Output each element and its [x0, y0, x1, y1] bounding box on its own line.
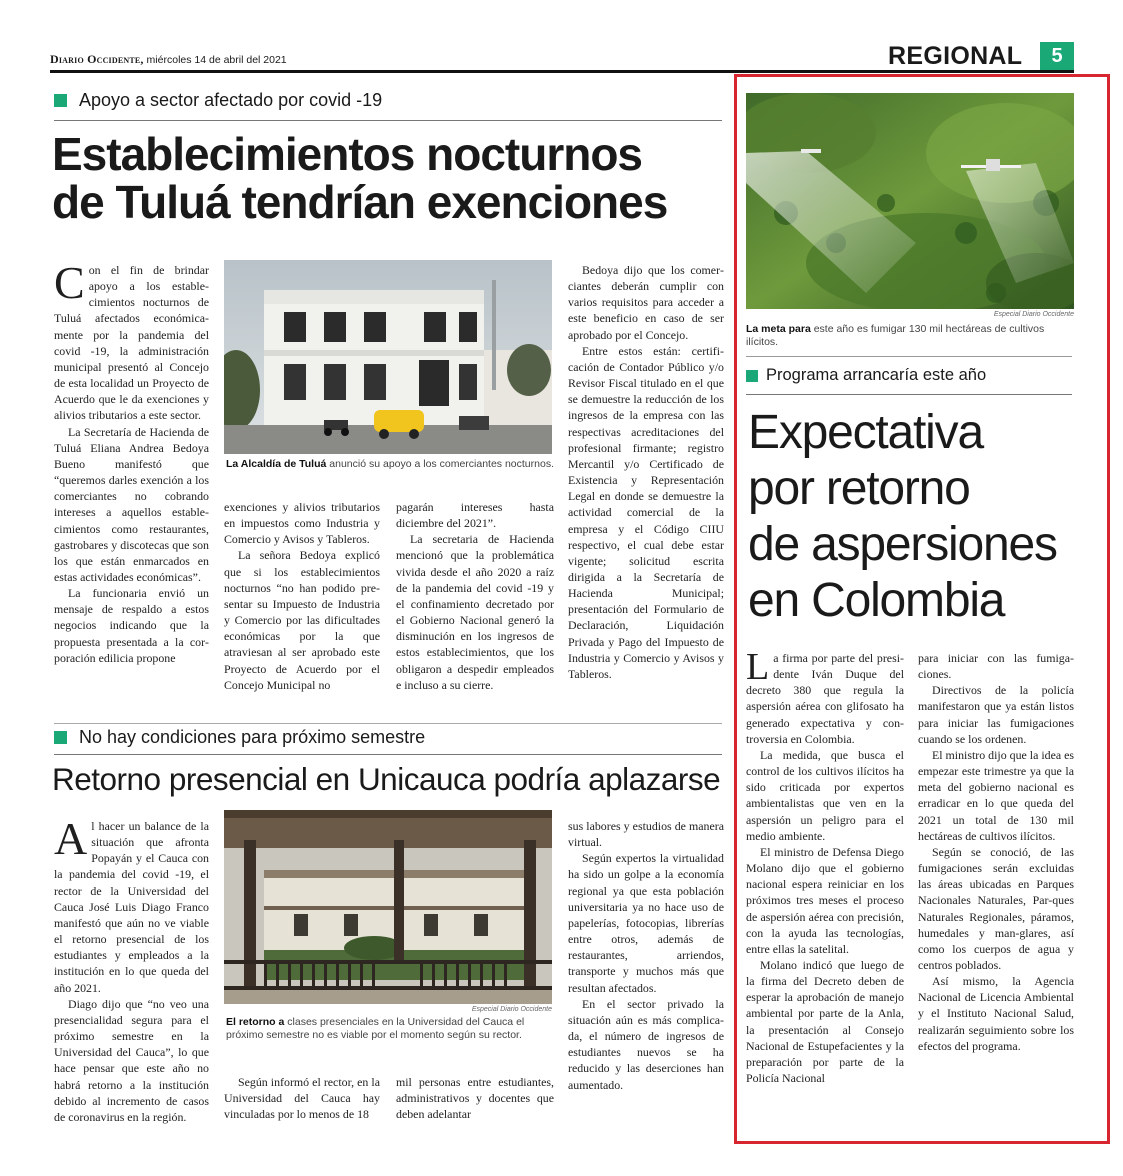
article3-col2-p1: para iniciar con las fumigaciones.	[918, 651, 1074, 682]
kicker-rule	[54, 120, 722, 121]
article3-column-1	[746, 646, 904, 1086]
article3-kicker-text: Programa arrancaría este año	[766, 366, 987, 384]
article2-col4-p2: Según expertos la virtualidad ha sido un golpe a la economía regional ya que esta población universitaria ya no hace uso de papelerías, fotocopias, librerías entre otros, además de restaurantes, arriendos, transporte y muchos más que resultan afectados.	[568, 851, 724, 995]
article1-col3-p2: La secretaria de Hacienda mencionó que la problemática vivida desde el año 2020 a raíz de la pandemia del covid -19 y el confinamiento decretado por el Gobierno Nacional generó la disminución en los ingresos de estos establecimientos, que los obligaron a despedir empleados e incluso a su cierre.	[396, 532, 554, 692]
article3-headline-line1: Expectativa	[748, 406, 983, 459]
article1-column-1	[54, 257, 209, 666]
newspaper-name: Diario Occidente,	[50, 52, 144, 66]
article3-caption-text: este año es fumigar 130 mil hectáreas de cultivos ilícitos.	[746, 323, 1045, 348]
article1-headline	[52, 130, 732, 227]
article1-col1-p1	[54, 257, 209, 424]
article3-caption	[746, 323, 1076, 349]
article3-headline-line4: en Colombia	[748, 574, 1005, 627]
dropcap: L	[746, 646, 770, 688]
kicker-square-icon	[746, 370, 758, 382]
article1-col3-p1: pagarán intereses hasta diciembre del 2021”.	[396, 500, 554, 531]
article2-col1-p1	[54, 813, 209, 996]
caption-rule	[746, 356, 1072, 357]
article2-kicker	[54, 727, 724, 748]
article1-kicker-text: Apoyo a sector afectado por covid -19	[79, 90, 383, 110]
kicker-rule	[54, 754, 722, 755]
paragraph-text: on el fin de brindar apoyo a los establecimientos nocturnos de Tuluá afectados económicamente por la pandemia del covid -19, la administración municipal presentó al Concejo de esta localidad un Proyecto de Acuerdo que le da exenciones y alivios tributarios a este sector.	[54, 263, 209, 423]
courtyard-photo	[224, 810, 552, 1004]
article3-col1-p2: La medida, que busca el control de los cultivos ilícitos ha sido criticada por expertos ambientalistas que ven en la aspersión un peligro para el medio ambiente.	[746, 747, 904, 843]
article3-headline	[748, 405, 1078, 629]
article3-col2-p4: Según se conoció, de las fumigaciones serán excluidas las áreas ubicadas en Parques Nacionales Naturales, Par-ques Naturales Regionales, páramos, humedales y man-glares, así como los cuerpos de agua y centros poblados.	[918, 844, 1074, 972]
dropcap: C	[54, 257, 85, 308]
paragraph-text: l hacer un balance de la situación que afronta Popayán y el Cauca con la pandemia del covid -19, el rector de la Universidad del Cauca José Luis Diago Franco manifestó que aún no ve viable el retorno presencial de los estudiantes y empleados a la institución en lo que queda del año 2021.	[54, 819, 209, 995]
article2-caption-bold: El retorno a	[226, 1016, 285, 1028]
article3-col2-p3: El ministro dijo que la idea es empezar este trimestre ya que la meta del gobierno nacional es erradicar en lo que queda del 2021 un total de 130 mil hectáreas de cultivos ilícitos.	[918, 747, 1074, 843]
article2-kicker-text: No hay condiciones para próximo semestre	[79, 727, 426, 747]
kicker-rule	[746, 394, 1072, 395]
article3-column-2	[918, 650, 1074, 1054]
header-rule	[50, 70, 1074, 73]
article2-col3-p1: mil personas entre estudiantes, administrativos y docentes que deben adelantar	[396, 1075, 554, 1122]
article1-column-4	[568, 262, 724, 682]
article2-col2-p1: Según informó el rector, en la Universidad del Cauca hay vinculadas por lo menos de 18	[224, 1075, 380, 1122]
article3-photo-credit: Especial Diario Occidente	[993, 311, 1074, 318]
article1-caption	[226, 458, 556, 471]
masthead	[50, 52, 287, 67]
article3-kicker	[746, 366, 1076, 385]
article1-caption-bold: La Alcaldía de Tuluá	[226, 458, 327, 470]
article1-col4-p1: Bedoya dijo que los comerciantes deberán cumplir con varios requisitos para acceder a este beneficio en caso de ser aprobado por el Concejo.	[568, 263, 724, 342]
article2-headline: Retorno presencial en Unicauca podría aplazarse	[52, 761, 721, 797]
article2-col4-p3: En el sector privado la situación aún es más complicada, el número de ingresos de estudiantes nuevos se ha reducido y las deserciones han aumentado.	[568, 996, 724, 1092]
article3-caption-bold: La meta para	[746, 323, 811, 335]
article2-caption	[226, 1016, 556, 1042]
article1-kicker	[54, 90, 724, 111]
building-photo	[224, 260, 552, 454]
article-separator-rule	[54, 723, 722, 724]
article1-caption-text: anunció su apoyo a los comerciantes nocturnos.	[326, 458, 554, 470]
article1-col4-p2: Entre estos están: certificación de Contador Público y/o Revisor Fiscal titulado en el que se demuestre la reducción de los ingresos de la empresa con las respectivas acreditaciones del profesional firmante; registro Mercantil y/o Certificado de Existencia y Representación Legal en donde se demuestre la actividad comercial de la empresa y el Código CIIU respectivo, el cual debe estar vigente; solicitud escrita dirigida a la Secretaría de Hacienda Municipal; presentación del Formulario de Declaración, Liquidación Privada y Pago del Impuesto de Industria y Comercio y Avisos y Tableros.	[568, 343, 724, 681]
article1-column-3	[396, 499, 554, 693]
page-number: 5	[1040, 42, 1074, 70]
article3-col1-p4: Molano indicó que luego de la firma del Decreto deben de esperar la aprobación de manejo ambiental por parte de la Anla, la presentación al Consejo Nacional de Estupefacientes y la preparación por parte de la Policía Nacional	[746, 957, 904, 1086]
article2-photo-credit: Especial Diario Occidente	[471, 1006, 552, 1013]
article1-col1-p3: La funcionaria envió un mensaje de respaldo a estos negocios indicando que la propuesta presentada a la corporación edilicia propone	[54, 586, 209, 665]
paragraph-text: a firma por parte del presidente Iván Duque del decreto 380 que regula la aspersión aérea con glifosato ha generado expectativa y controversia en Colombia.	[746, 651, 904, 746]
courtyard-photo-icon	[224, 810, 552, 1004]
issue-date: miércoles 14 de abril del 2021	[143, 54, 287, 66]
article1-column-2	[224, 499, 380, 693]
kicker-square-icon	[54, 731, 67, 744]
building-photo-icon	[224, 260, 552, 454]
article1-col2-p1: exenciones y alivios tributarios en impuestos como Industria y Comercio y Avisos y Tableros.	[224, 500, 380, 547]
article3-col1-p3: El ministro de Defensa Diego Molano dijo que el gobierno nacional espera reiniciar en los próximos tres meses el proceso de aspersión aérea con precisión, con la ayuda las tecnologías, entre ellas la satelital.	[746, 844, 904, 956]
article3-headline-line3: de aspersiones	[748, 518, 1057, 571]
article1-col1-p2: La Secretaría de Hacienda de Tuluá Eliana Andrea Bedoya Bueno manifestó que “queremos darles exención a los comerciantes no cobrando intereses a aquellos establecimientos como restaurantes, gastrobares y discotecas que son los que están enmarcados en estas actividades económicas”.	[54, 424, 209, 584]
article2-column-2	[224, 1074, 380, 1122]
article1-headline-line1: Establecimientos nocturnos	[52, 128, 643, 180]
article1-headline-line2: de Tuluá tendrían exenciones	[52, 176, 668, 229]
article2-column-3	[396, 1074, 554, 1122]
article2-caption-text: clases presenciales en la Universidad del Cauca el próximo semestre no es viable por el momento según su rector.	[226, 1016, 525, 1041]
aerial-spraying-photo	[746, 93, 1074, 309]
kicker-square-icon	[54, 94, 67, 107]
section-label: REGIONAL	[888, 42, 1023, 70]
aerial-spraying-photo-icon	[746, 93, 1074, 309]
article3-col2-p5: Así mismo, la Agencia Nacional de Licencia Ambiental y el Instituto Nacional Salud, realizarán seguimiento sobre los efectos del programa.	[918, 974, 1074, 1053]
article3-headline-line2: por retorno	[748, 462, 970, 515]
article2-col4-p1: sus labores y estudios de manera virtual.	[568, 819, 724, 850]
article2-column-1	[54, 813, 209, 1125]
article2-column-4	[568, 818, 724, 1093]
article3-col1-p1	[746, 646, 904, 747]
article1-col2-p2: La señora Bedoya explicó que si los establecimientos nocturnos “no han podido presentar su Impuesto de Industria y Comercio por las dificultades económicas por la que atraviesan al ser aprobado este Proyecto de Acuerdo por el Concejo Municipal no	[224, 548, 380, 692]
article3-col2-p2: Directivos de la policía manifestaron que ya están listos para iniciar las fumigaciones cuando se los ordenen.	[918, 683, 1074, 746]
dropcap: A	[54, 813, 88, 864]
article2-col1-p2: Diago dijo que “no veo una presencialidad segura para el próximo semestre en la Universidad del Cauca”, lo que hace pensar que este año no habrá retorno a la institución debido al incremento de casos de coronavirus en la región.	[54, 996, 209, 1124]
